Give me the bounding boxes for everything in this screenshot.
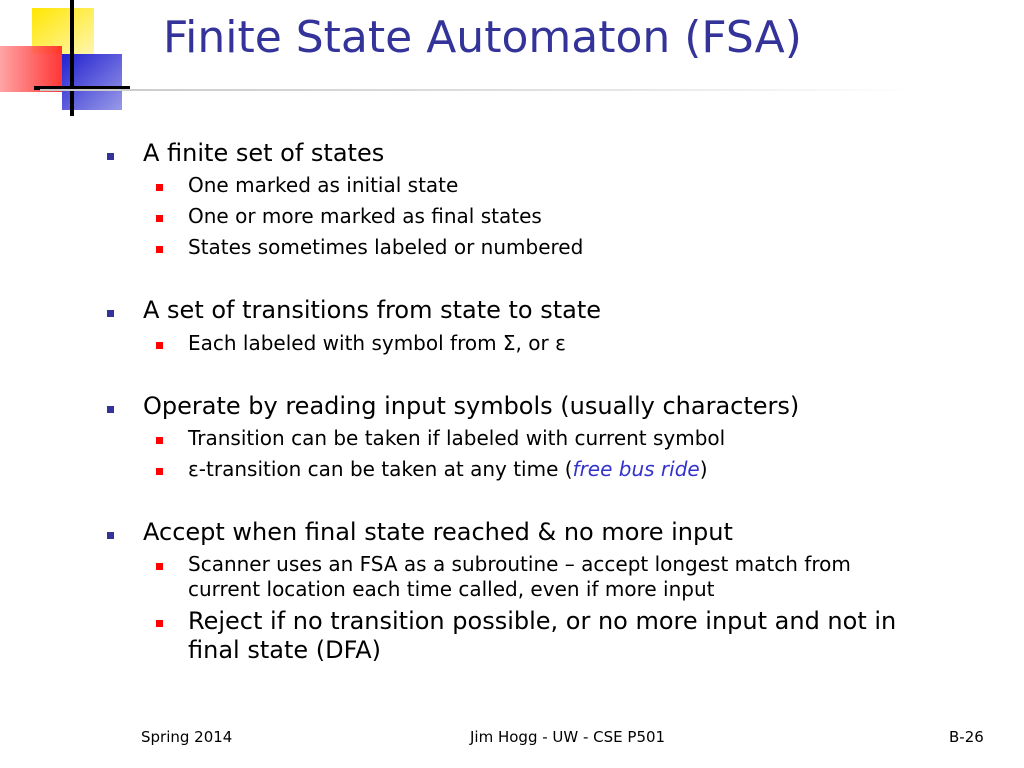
footer-date: Spring 2014 — [141, 728, 233, 746]
sub-bullet-3-2-text-end: ) — [699, 457, 708, 481]
sub-bullet-marker — [156, 342, 163, 349]
sub-bullet-marker — [156, 437, 163, 444]
bullet-4: Accept when final state reached & no more input — [143, 518, 733, 546]
bullet-marker — [107, 310, 114, 317]
sub-bullet-2-1: Each labeled with symbol from Σ, or ε — [188, 331, 566, 355]
sub-bullet-3-2 — [188, 457, 708, 481]
sub-bullet-marker — [156, 563, 163, 570]
bullet-marker — [107, 532, 114, 539]
sub-bullet-marker — [156, 215, 163, 222]
sub-bullet-4-2-line-2: final state (DFA) — [188, 636, 381, 664]
sub-bullet-1-2: One or more marked as final states — [188, 204, 542, 228]
sub-bullet-4-2-line-1: Reject if no transition possible, or no more input and not in — [188, 607, 897, 635]
free-bus-ride-emphasis: free bus ride — [572, 457, 700, 481]
bullet-2: A set of transitions from state to state — [143, 296, 602, 324]
bullet-1: A finite set of states — [143, 139, 385, 167]
sub-bullet-4-1-line-2: current location each time called, even if more input — [188, 577, 715, 601]
sub-bullet-marker — [156, 184, 163, 191]
sub-bullet-3-1: Transition can be taken if labeled with current symbol — [188, 426, 726, 450]
sub-bullet-1-3: States sometimes labeled or numbered — [188, 235, 584, 259]
footer-slide-number: B-26 — [949, 728, 984, 746]
bullet-3: Operate by reading input symbols (usually characters) — [143, 392, 800, 420]
sub-bullet-1-1: One marked as initial state — [188, 173, 459, 197]
sub-bullet-3-2-text-start: ε-transition can be taken at any time ( — [188, 457, 573, 481]
sub-bullet-4-1-line-1: Scanner uses an FSA as a subroutine – accept longest match from — [188, 552, 851, 576]
footer-author: Jim Hogg - UW - CSE P501 — [470, 728, 666, 746]
sub-bullet-marker — [156, 246, 163, 253]
sub-bullet-marker — [156, 468, 163, 475]
sub-bullet-marker — [156, 620, 163, 627]
slide-title: Finite State Automaton (FSA) — [163, 12, 802, 63]
bullet-marker — [107, 406, 114, 413]
bullet-marker — [107, 153, 114, 160]
